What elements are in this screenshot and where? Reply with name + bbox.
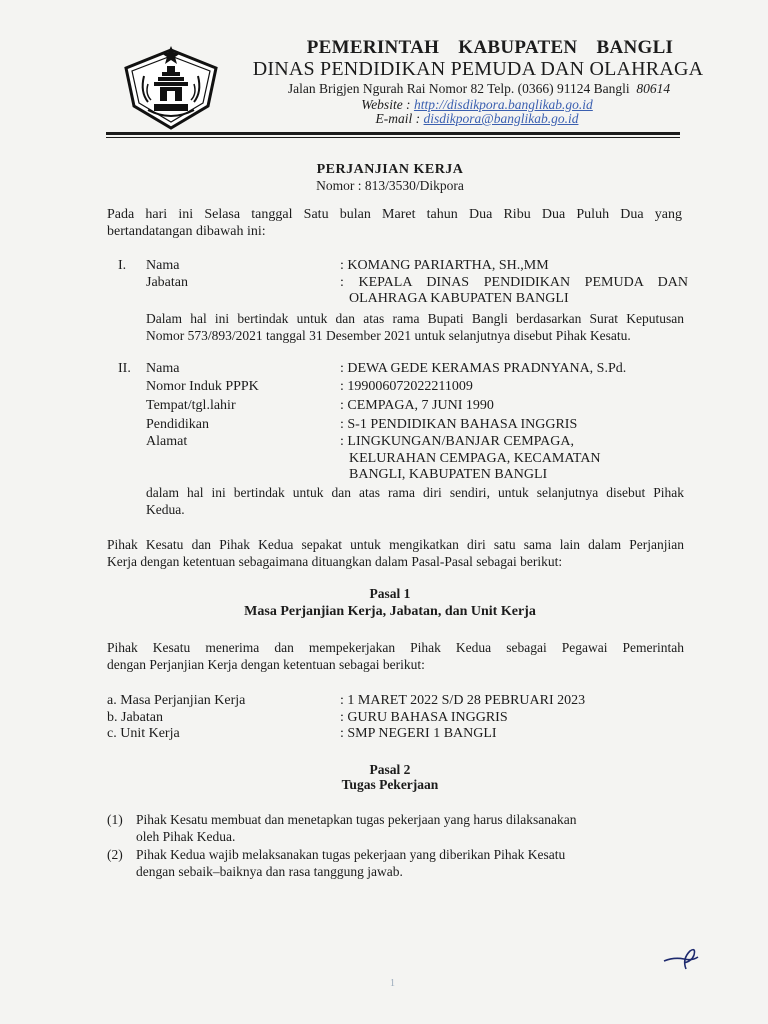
party-1-numeral: I. xyxy=(118,258,127,273)
letterhead-website: Website : http://disdikpora.banglikab.go.id xyxy=(361,97,593,112)
pasal-2-item-2-line-1: Pihak Kedua wajib melaksanakan tugas pekerjaan yang diberikan Pihak Kesatu xyxy=(136,847,566,862)
email-link[interactable]: disdikpora@banglikab.go.id xyxy=(423,111,579,126)
pasal-2-item-2-line-2: dengan sebaik–baiknya dan rasa tanggung jawab. xyxy=(136,864,403,879)
handwritten-initial xyxy=(662,945,702,973)
party-1-name-value: : KOMANG PARIARTHA, SH.,MM xyxy=(340,258,549,273)
document-title: PERJANJIAN KERJA xyxy=(316,162,464,177)
intro-line-2: bertandatangan dibawah ini: xyxy=(107,224,266,239)
party-1-desc-2: Nomor 573/893/2021 tanggal 31 Desember 2021 untuk selanjutnya disebut Pihak Kesatu. xyxy=(146,328,631,343)
pasal-1-para-1: Pihak Kesatu menerima dan mempekerjakan Pihak Kedua sebagai Pegawai Pemerintah xyxy=(107,640,684,655)
pasal-1-heading: Pasal 1 xyxy=(369,586,411,601)
party-1-name-label: Nama xyxy=(146,258,180,273)
website-link[interactable]: http://disdikpora.banglikab.go.id xyxy=(413,97,593,112)
letterhead-rule-thin xyxy=(106,137,680,138)
bangli-regency-emblem xyxy=(118,44,224,132)
party-2-birth-label: Tempat/tgl.lahir xyxy=(146,398,236,413)
party-2-name-label: Nama xyxy=(146,361,180,376)
letterhead-address: Jalan Brigjen Ngurah Rai Nomor 82 Telp. (0366) 91124 Bangli 80614 xyxy=(287,81,671,96)
party-1-position-value-1: : KEPALA DINAS PENDIDIKAN PEMUDA DAN xyxy=(340,275,688,290)
party-2-address-value-2: KELURAHAN CEMPAGA, KECAMATAN xyxy=(349,451,601,466)
agreement-line-1: Pihak Kesatu dan Pihak Kedua sepakat untuk mengikatkan diri satu sama lain dalam Perjanjian xyxy=(107,537,684,552)
pasal-1-title: Masa Perjanjian Kerja, Jabatan, dan Unit Kerja xyxy=(244,604,536,619)
party-2-desc-2: Kedua. xyxy=(146,502,185,517)
pasal-1-para-2: dengan Perjanjian Kerja dengan ketentuan sebagai berikut: xyxy=(107,657,425,672)
party-2-nip-label: Nomor Induk PPPK xyxy=(146,379,259,394)
pasal-2-item-2-number: (2) xyxy=(107,847,123,862)
pasal-2-item-1-number: (1) xyxy=(107,812,123,827)
party-1-position-value-2: OLAHRAGA KABUPATEN BANGLI xyxy=(349,291,569,306)
pasal-1-item-b-value: : GURU BAHASA INGGRIS xyxy=(340,710,508,725)
pasal-1-item-c-value: : SMP NEGERI 1 BANGLI xyxy=(340,726,497,741)
party-2-birth-value: : CEMPAGA, 7 JUNI 1990 xyxy=(340,398,494,413)
letterhead-rule-thick xyxy=(106,132,680,135)
pasal-2-item-1-line-2: oleh Pihak Kedua. xyxy=(136,829,236,844)
document-number: Nomor : 813/3530/Dikpora xyxy=(316,178,464,193)
party-2-nip-value: : 199006072022211009 xyxy=(340,379,473,394)
party-1-position-label: Jabatan xyxy=(146,275,188,290)
agreement-line-2: Kerja dengan ketentuan sebagaimana dituangkan dalam Pasal-Pasal sebagai berikut: xyxy=(107,554,563,569)
pasal-1-item-a-label: a. Masa Perjanjian Kerja xyxy=(107,693,246,708)
party-2-address-label: Alamat xyxy=(146,434,188,449)
page-number: 1 xyxy=(390,978,395,989)
party-2-education-value: : S-1 PENDIDIKAN BAHASA INGGRIS xyxy=(340,417,578,432)
pasal-1-item-b-label: b. Jabatan xyxy=(107,710,163,725)
party-2-numeral: II. xyxy=(118,361,131,376)
party-2-education-label: Pendidikan xyxy=(146,417,209,432)
pasal-2-title: Tugas Pekerjaan xyxy=(341,777,439,792)
party-1-desc-1: Dalam hal ini bertindak untuk dan atas rama Bupati Bangli berdasarkan Surat Keputusan xyxy=(146,311,684,326)
party-2-desc-1: dalam hal ini bertindak untuk dan atas rama diri sendiri, untuk selanjutnya disebut Pihak xyxy=(146,485,684,500)
letterhead-agency: DINAS PENDIDIKAN PEMUDA DAN OLAHRAGA xyxy=(252,58,704,80)
party-2-name-value: : DEWA GEDE KERAMAS PRADNYANA, S.Pd. xyxy=(340,361,627,376)
pasal-1-item-a-value: : 1 MARET 2022 S/D 28 PEBRUARI 2023 xyxy=(340,693,586,708)
pasal-1-item-c-label: c. Unit Kerja xyxy=(107,726,180,741)
party-2-address-value-3: BANGLI, KABUPATEN BANGLI xyxy=(349,467,548,482)
pasal-2-item-1-line-1: Pihak Kesatu membuat dan menetapkan tugas pekerjaan yang harus dilaksanakan xyxy=(136,812,577,827)
intro-line-1: Pada hari ini Selasa tanggal Satu bulan Maret tahun Dua Ribu Dua Puluh Dua yang xyxy=(107,207,682,222)
letterhead-email: E-mail : disdikpora@banglikab.go.id xyxy=(375,111,579,126)
pasal-2-heading: Pasal 2 xyxy=(369,762,411,777)
letterhead-government: PEMERINTAH KABUPATEN BANGLI xyxy=(306,37,674,58)
party-2-address-value-1: : LINGKUNGAN/BANJAR CEMPAGA, xyxy=(340,434,575,449)
